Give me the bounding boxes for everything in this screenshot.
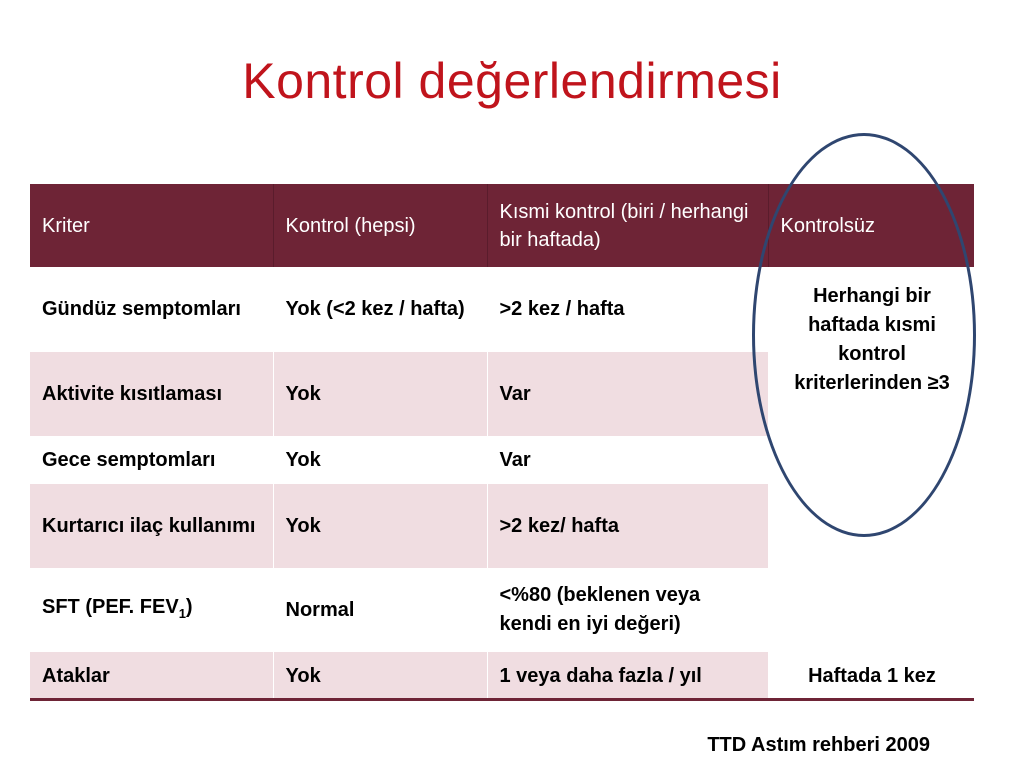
table-bottom-border [30, 698, 974, 701]
uncontrolled-attacks: Haftada 1 kez [808, 665, 936, 687]
fev-subscript: 1 [178, 605, 186, 621]
source-citation: TTD Astım rehberi 2009 [707, 734, 930, 756]
controlled-cell: Normal [273, 568, 487, 652]
criterion-cell [30, 568, 273, 652]
sft-label: SFT (PEF. FEV [42, 595, 179, 618]
partly-controlled-cell: >2 kez/ hafta [487, 484, 768, 568]
controlled-cell: Yok [273, 652, 487, 700]
uncontrolled-note: Herhangi bir haftada kısmi kontrol kriterlerinden ≥3 [794, 285, 950, 394]
partly-controlled-cell: >2 kez / hafta [487, 267, 768, 352]
header-uncontrolled: Kontrolsüz [768, 184, 974, 267]
uncontrolled-cell [768, 436, 974, 484]
partly-controlled-cell: Var [487, 352, 768, 436]
criterion-cell: Ataklar [30, 652, 273, 700]
header-criterion: Kriter [30, 184, 273, 267]
controlled-cell: Yok (<2 kez / hafta) [273, 267, 487, 352]
criterion-cell: Aktivite kısıtlaması [30, 352, 273, 436]
partly-controlled-cell: Var [487, 436, 768, 484]
controlled-cell: Yok [273, 484, 487, 568]
slide-title: Kontrol değerlendirmesi [242, 53, 782, 109]
control-assessment-table [30, 184, 975, 700]
header-controlled: Kontrol (hepsi) [273, 184, 487, 267]
uncontrolled-cell [768, 484, 974, 568]
table-row [30, 436, 974, 484]
header-partly-controlled: Kısmi kontrol (biri / herhangi bir haftada) [487, 184, 768, 267]
table-row [30, 568, 974, 652]
criterion-cell: Gece semptomları [30, 436, 273, 484]
table-header-row [30, 184, 974, 267]
controlled-cell: Yok [273, 352, 487, 436]
controlled-cell: Yok [273, 436, 487, 484]
criterion-cell: Gündüz semptomları [30, 267, 273, 352]
uncontrolled-cell [768, 568, 974, 652]
sft-suffix: ) [185, 595, 193, 618]
criterion-cell: Kurtarıcı ilaç kullanımı [30, 484, 273, 568]
partly-controlled-cell: 1 veya daha fazla / yıl [487, 652, 768, 700]
table-row [30, 484, 974, 568]
partly-controlled-cell: <%80 (beklenen veya kendi en iyi değeri) [487, 568, 768, 652]
